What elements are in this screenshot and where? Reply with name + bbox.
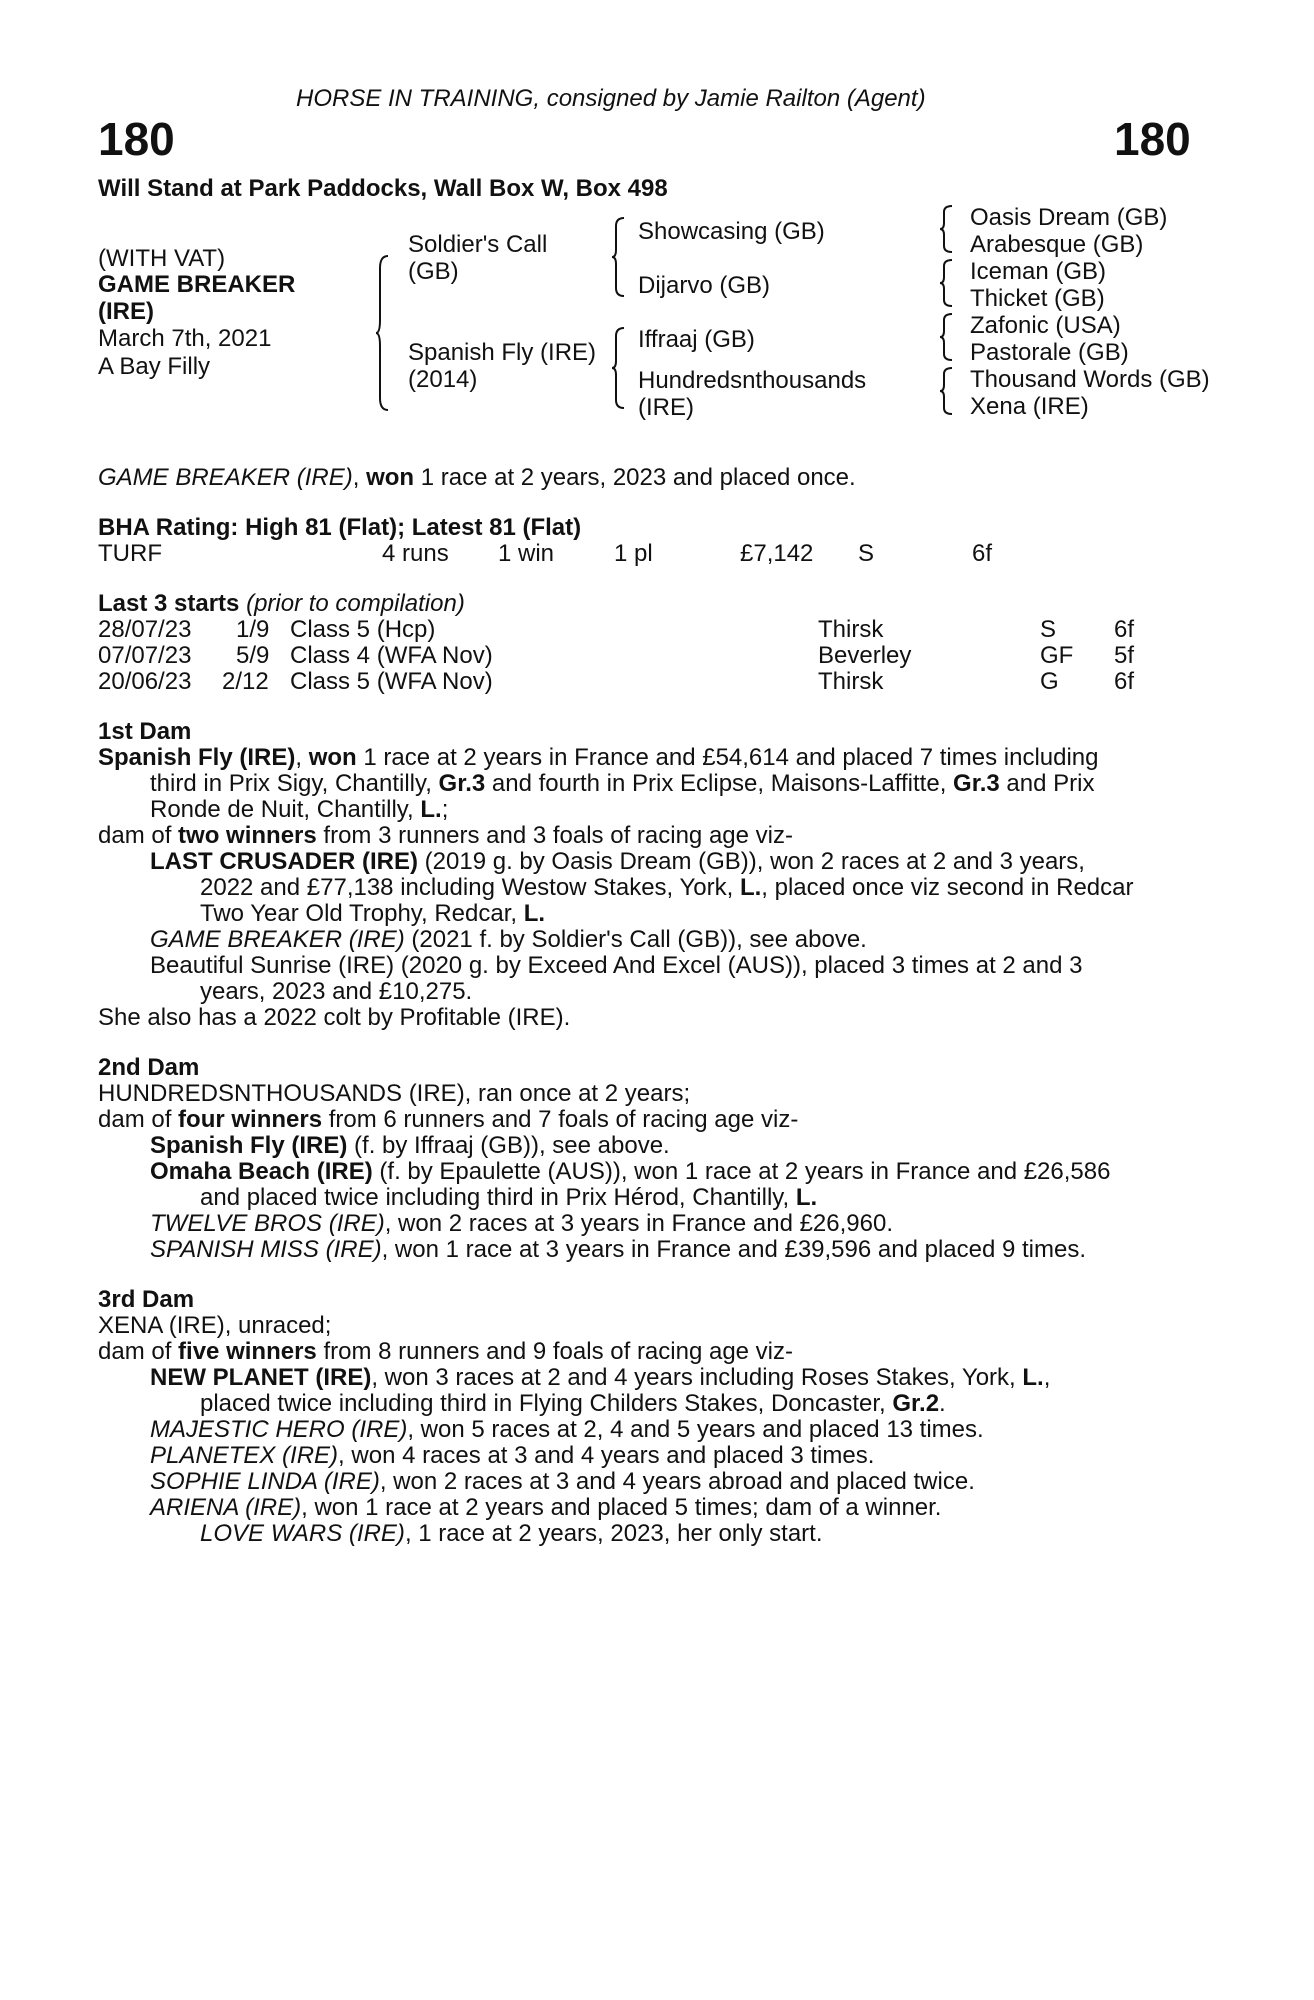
start-position: 1/9 — [236, 616, 270, 643]
horse-name-suffix: (IRE) — [98, 298, 154, 325]
first-dam-text: and fourth in Prix Eclipse, Maisons-Laffitte, — [491, 770, 947, 797]
start-race: Class 4 (WFA Nov) — [290, 642, 493, 669]
produce-record: , won 2 races at 3 and 4 years abroad and placed twice. — [379, 1468, 975, 1495]
second-dam-produce-intro — [98, 1107, 798, 1133]
produce-entry — [150, 1495, 941, 1521]
ggen-6: Pastorale (GB) — [970, 339, 1129, 366]
first-dam-name: Spanish Fly (IRE) — [98, 744, 296, 771]
first-dam-text: and Prix — [1006, 770, 1095, 797]
rating-surface: TURF — [98, 540, 162, 567]
start-position: 2/12 — [222, 668, 269, 695]
produce-entry — [200, 1521, 823, 1547]
second-dam-text: dam of — [98, 1106, 172, 1133]
first-dam-text: Ronde de Nuit, Chantilly, — [150, 796, 414, 823]
last-starts-title: Last 3 starts — [98, 590, 240, 617]
produce-record: , placed once viz second in Redcar — [761, 874, 1134, 901]
third-dam-line-1: XENA (IRE), unraced; — [98, 1312, 332, 1339]
produce-entry — [150, 1211, 893, 1237]
produce-name: LOVE WARS (IRE) — [200, 1520, 405, 1547]
produce-entry-cont — [200, 1391, 946, 1417]
produce-entry-cont — [200, 1185, 817, 1211]
summary-comma: , — [352, 464, 360, 491]
pedigree-brace-g2 — [940, 258, 954, 308]
first-dam-won: won — [308, 744, 357, 771]
produce-entry — [150, 849, 1085, 875]
start-distance: 6f — [1114, 668, 1135, 695]
rating-placed: 1 pl — [614, 540, 653, 567]
second-dam-text: from 6 runners and 7 foals of racing age viz- — [328, 1106, 799, 1133]
start-date: 20/06/23 — [98, 668, 192, 695]
listed-grade: L. — [420, 796, 442, 823]
first-dam-comma: , — [295, 744, 303, 771]
group-grade: Gr.3 — [953, 770, 1000, 797]
listed-grade: L. — [739, 874, 762, 901]
rating-going: S — [858, 540, 875, 567]
produce-record: , won 4 races at 3 and 4 years and placed 3 times. — [338, 1442, 875, 1469]
sire-dam: Dijarvo (GB) — [638, 272, 771, 299]
stand-location: Will Stand at Park Paddocks, Wall Box W, Box 498 — [98, 175, 668, 202]
first-dam-text: from 3 runners and 3 foals of racing age viz- — [323, 822, 793, 849]
start-course: Beverley — [818, 642, 912, 669]
produce-name: GAME BREAKER (IRE) — [150, 926, 405, 953]
produce-name: TWELVE BROS (IRE) — [150, 1210, 385, 1237]
rating-earnings: £7,142 — [740, 540, 814, 567]
summary-horse-name: GAME BREAKER (IRE) — [98, 464, 353, 491]
first-dam-text: ; — [441, 796, 449, 823]
second-dam-line-1: HUNDREDSNTHOUSANDS (IRE), ran once at 2 years; — [98, 1080, 691, 1107]
ggen-5: Zafonic (USA) — [970, 312, 1121, 339]
start-position: 5/9 — [236, 642, 270, 669]
produce-record: , won 3 races at 2 and 4 years including Roses Stakes, York, — [371, 1364, 1016, 1391]
winners-count: four winners — [178, 1106, 323, 1133]
vat-note: (WITH VAT) — [98, 245, 226, 272]
third-dam-text: from 8 runners and 9 foals of racing age viz- — [323, 1338, 794, 1365]
consignment-line: HORSE IN TRAINING, consigned by Jamie Railton (Agent) — [296, 85, 926, 112]
produce-name: SOPHIE LINDA (IRE) — [150, 1468, 380, 1495]
start-going: G — [1040, 668, 1059, 695]
produce-record: Two Year Old Trophy, Redcar, — [200, 900, 518, 927]
start-course: Thirsk — [818, 668, 884, 695]
start-going: GF — [1040, 642, 1074, 669]
produce-entry-cont — [200, 875, 1133, 901]
start-race: Class 5 (WFA Nov) — [290, 668, 493, 695]
race-summary — [98, 465, 856, 491]
produce-record: , won 1 race at 2 years and placed 5 times; dam of a winner. — [301, 1494, 942, 1521]
produce-name: Omaha Beach (IRE) — [150, 1158, 373, 1185]
produce-record: , won 5 races at 2, 4 and 5 years and placed 13 times. — [407, 1416, 984, 1443]
produce-record: . — [939, 1390, 946, 1417]
produce-record: , — [1043, 1364, 1051, 1391]
rating-wins: 1 win — [498, 540, 555, 567]
start-course: Thirsk — [818, 616, 884, 643]
ggen-1: Oasis Dream (GB) — [970, 204, 1168, 231]
last-starts-heading — [98, 591, 465, 617]
summary-won: won — [366, 464, 415, 491]
listed-grade: L. — [1022, 1364, 1044, 1391]
foaling-date: March 7th, 2021 — [98, 325, 272, 352]
first-dam-record: 1 race at 2 years in France and £54,614 and placed 7 times including — [363, 744, 1099, 771]
first-dam-line-1 — [98, 745, 1099, 771]
produce-entry — [150, 1417, 984, 1443]
dam-sire: Iffraaj (GB) — [638, 326, 755, 353]
first-dam-line-2 — [150, 771, 1094, 797]
start-race: Class 5 (Hcp) — [290, 616, 436, 643]
produce-name: MAJESTIC HERO (IRE) — [150, 1416, 408, 1443]
winners-count: five winners — [178, 1338, 317, 1365]
produce-entry — [150, 1469, 975, 1495]
lot-number-right: 180 — [1114, 113, 1191, 165]
produce-entry-cont — [200, 901, 545, 927]
produce-record: (2019 g. by Oasis Dream (GB)), won 2 races at 2 and 3 years, — [424, 848, 1085, 875]
lot-number-left: 180 — [98, 113, 175, 165]
listed-grade: L. — [795, 1184, 818, 1211]
produce-record: (f. by Iffraaj (GB)), see above. — [354, 1132, 670, 1159]
start-date: 07/07/23 — [98, 642, 192, 669]
ggen-3: Iceman (GB) — [970, 258, 1107, 285]
start-distance: 6f — [1114, 616, 1135, 643]
dam-year: (2014) — [408, 366, 478, 393]
produce-entry — [150, 1133, 670, 1159]
horse-name: GAME BREAKER — [98, 271, 296, 298]
produce-entry — [150, 1365, 1050, 1391]
group-grade: Gr.2 — [892, 1390, 940, 1417]
produce-record: , won 1 race at 3 years in France and £39,596 and placed 9 times. — [381, 1236, 1087, 1263]
produce-name: PLANETEX (IRE) — [150, 1442, 339, 1469]
bha-rating-title: BHA Rating: High 81 (Flat); Latest 81 (Flat) — [98, 514, 582, 541]
start-going: S — [1040, 616, 1057, 643]
first-dam-text: dam of — [98, 822, 172, 849]
sire-sire: Showcasing (GB) — [638, 218, 825, 245]
produce-record: placed twice including third in Flying Childers Stakes, Doncaster, — [200, 1390, 886, 1417]
pedigree-brace-dam — [612, 326, 626, 410]
produce-name: SPANISH MISS (IRE) — [150, 1236, 382, 1263]
first-dam-produce-intro — [98, 823, 793, 849]
rating-distance: 6f — [972, 540, 993, 567]
ggen-8: Xena (IRE) — [970, 393, 1089, 420]
sire-name: Soldier's Call — [408, 231, 548, 258]
produce-name: LAST CRUSADER (IRE) — [150, 848, 418, 875]
produce-name: NEW PLANET (IRE) — [150, 1364, 372, 1391]
group-grade: Gr.3 — [438, 770, 486, 797]
start-distance: 5f — [1114, 642, 1135, 669]
pedigree-brace-g4 — [940, 366, 954, 416]
produce-entry-cont: years, 2023 and £10,275. — [200, 978, 473, 1005]
produce-entry — [150, 1443, 874, 1469]
ggen-2: Arabesque (GB) — [970, 231, 1144, 258]
summary-rest: 1 race at 2 years, 2023 and placed once. — [420, 464, 856, 491]
pedigree-brace-main — [376, 254, 390, 412]
first-dam-line-3 — [150, 797, 448, 823]
sire-origin: (GB) — [408, 258, 459, 285]
produce-record: , won 2 races at 3 years in France and £26,960. — [384, 1210, 894, 1237]
produce-name: Spanish Fly (IRE) — [150, 1132, 348, 1159]
produce-record: , 1 race at 2 years, 2023, her only start. — [404, 1520, 823, 1547]
dam-dam: Hundredsnthousands — [638, 367, 867, 394]
pedigree-brace-sire — [612, 216, 626, 298]
horse-description: A Bay Filly — [98, 353, 211, 380]
third-dam-heading: 3rd Dam — [98, 1286, 195, 1313]
produce-name: ARIENA (IRE) — [150, 1494, 302, 1521]
winners-count: two winners — [178, 822, 317, 849]
rating-runs: 4 runs — [382, 540, 449, 567]
ggen-7: Thousand Words (GB) — [970, 366, 1210, 393]
dam-name: Spanish Fly (IRE) — [408, 339, 597, 366]
first-dam-text: third in Prix Sigy, Chantilly, — [150, 770, 432, 797]
last-starts-note: (prior to compilation) — [246, 590, 465, 617]
third-dam-produce-intro — [98, 1339, 793, 1365]
produce-record: (f. by Epaulette (AUS)), won 1 race at 2 years in France and £26,586 — [379, 1158, 1111, 1185]
produce-entry: Beautiful Sunrise (IRE) (2020 g. by Exceed And Excel (AUS)), placed 3 times at 2 and 3 — [150, 952, 1083, 979]
first-dam-heading: 1st Dam — [98, 718, 192, 745]
produce-record: 2022 and £77,138 including Westow Stakes, York, — [200, 874, 734, 901]
pedigree-brace-g3 — [940, 312, 954, 362]
second-dam-heading: 2nd Dam — [98, 1054, 200, 1081]
listed-grade: L. — [523, 900, 546, 927]
first-dam-also: She also has a 2022 colt by Profitable (IRE). — [98, 1004, 571, 1031]
start-date: 28/07/23 — [98, 616, 192, 643]
produce-record: and placed twice including third in Prix Hérod, Chantilly, — [200, 1184, 790, 1211]
third-dam-text: dam of — [98, 1338, 172, 1365]
produce-entry — [150, 927, 867, 953]
produce-record: (2021 f. by Soldier's Call (GB)), see above. — [411, 926, 867, 953]
pedigree-brace-g1 — [940, 204, 954, 254]
produce-entry — [150, 1237, 1086, 1263]
dam-dam-origin: (IRE) — [638, 394, 694, 421]
produce-entry — [150, 1159, 1110, 1185]
ggen-4: Thicket (GB) — [970, 285, 1105, 312]
